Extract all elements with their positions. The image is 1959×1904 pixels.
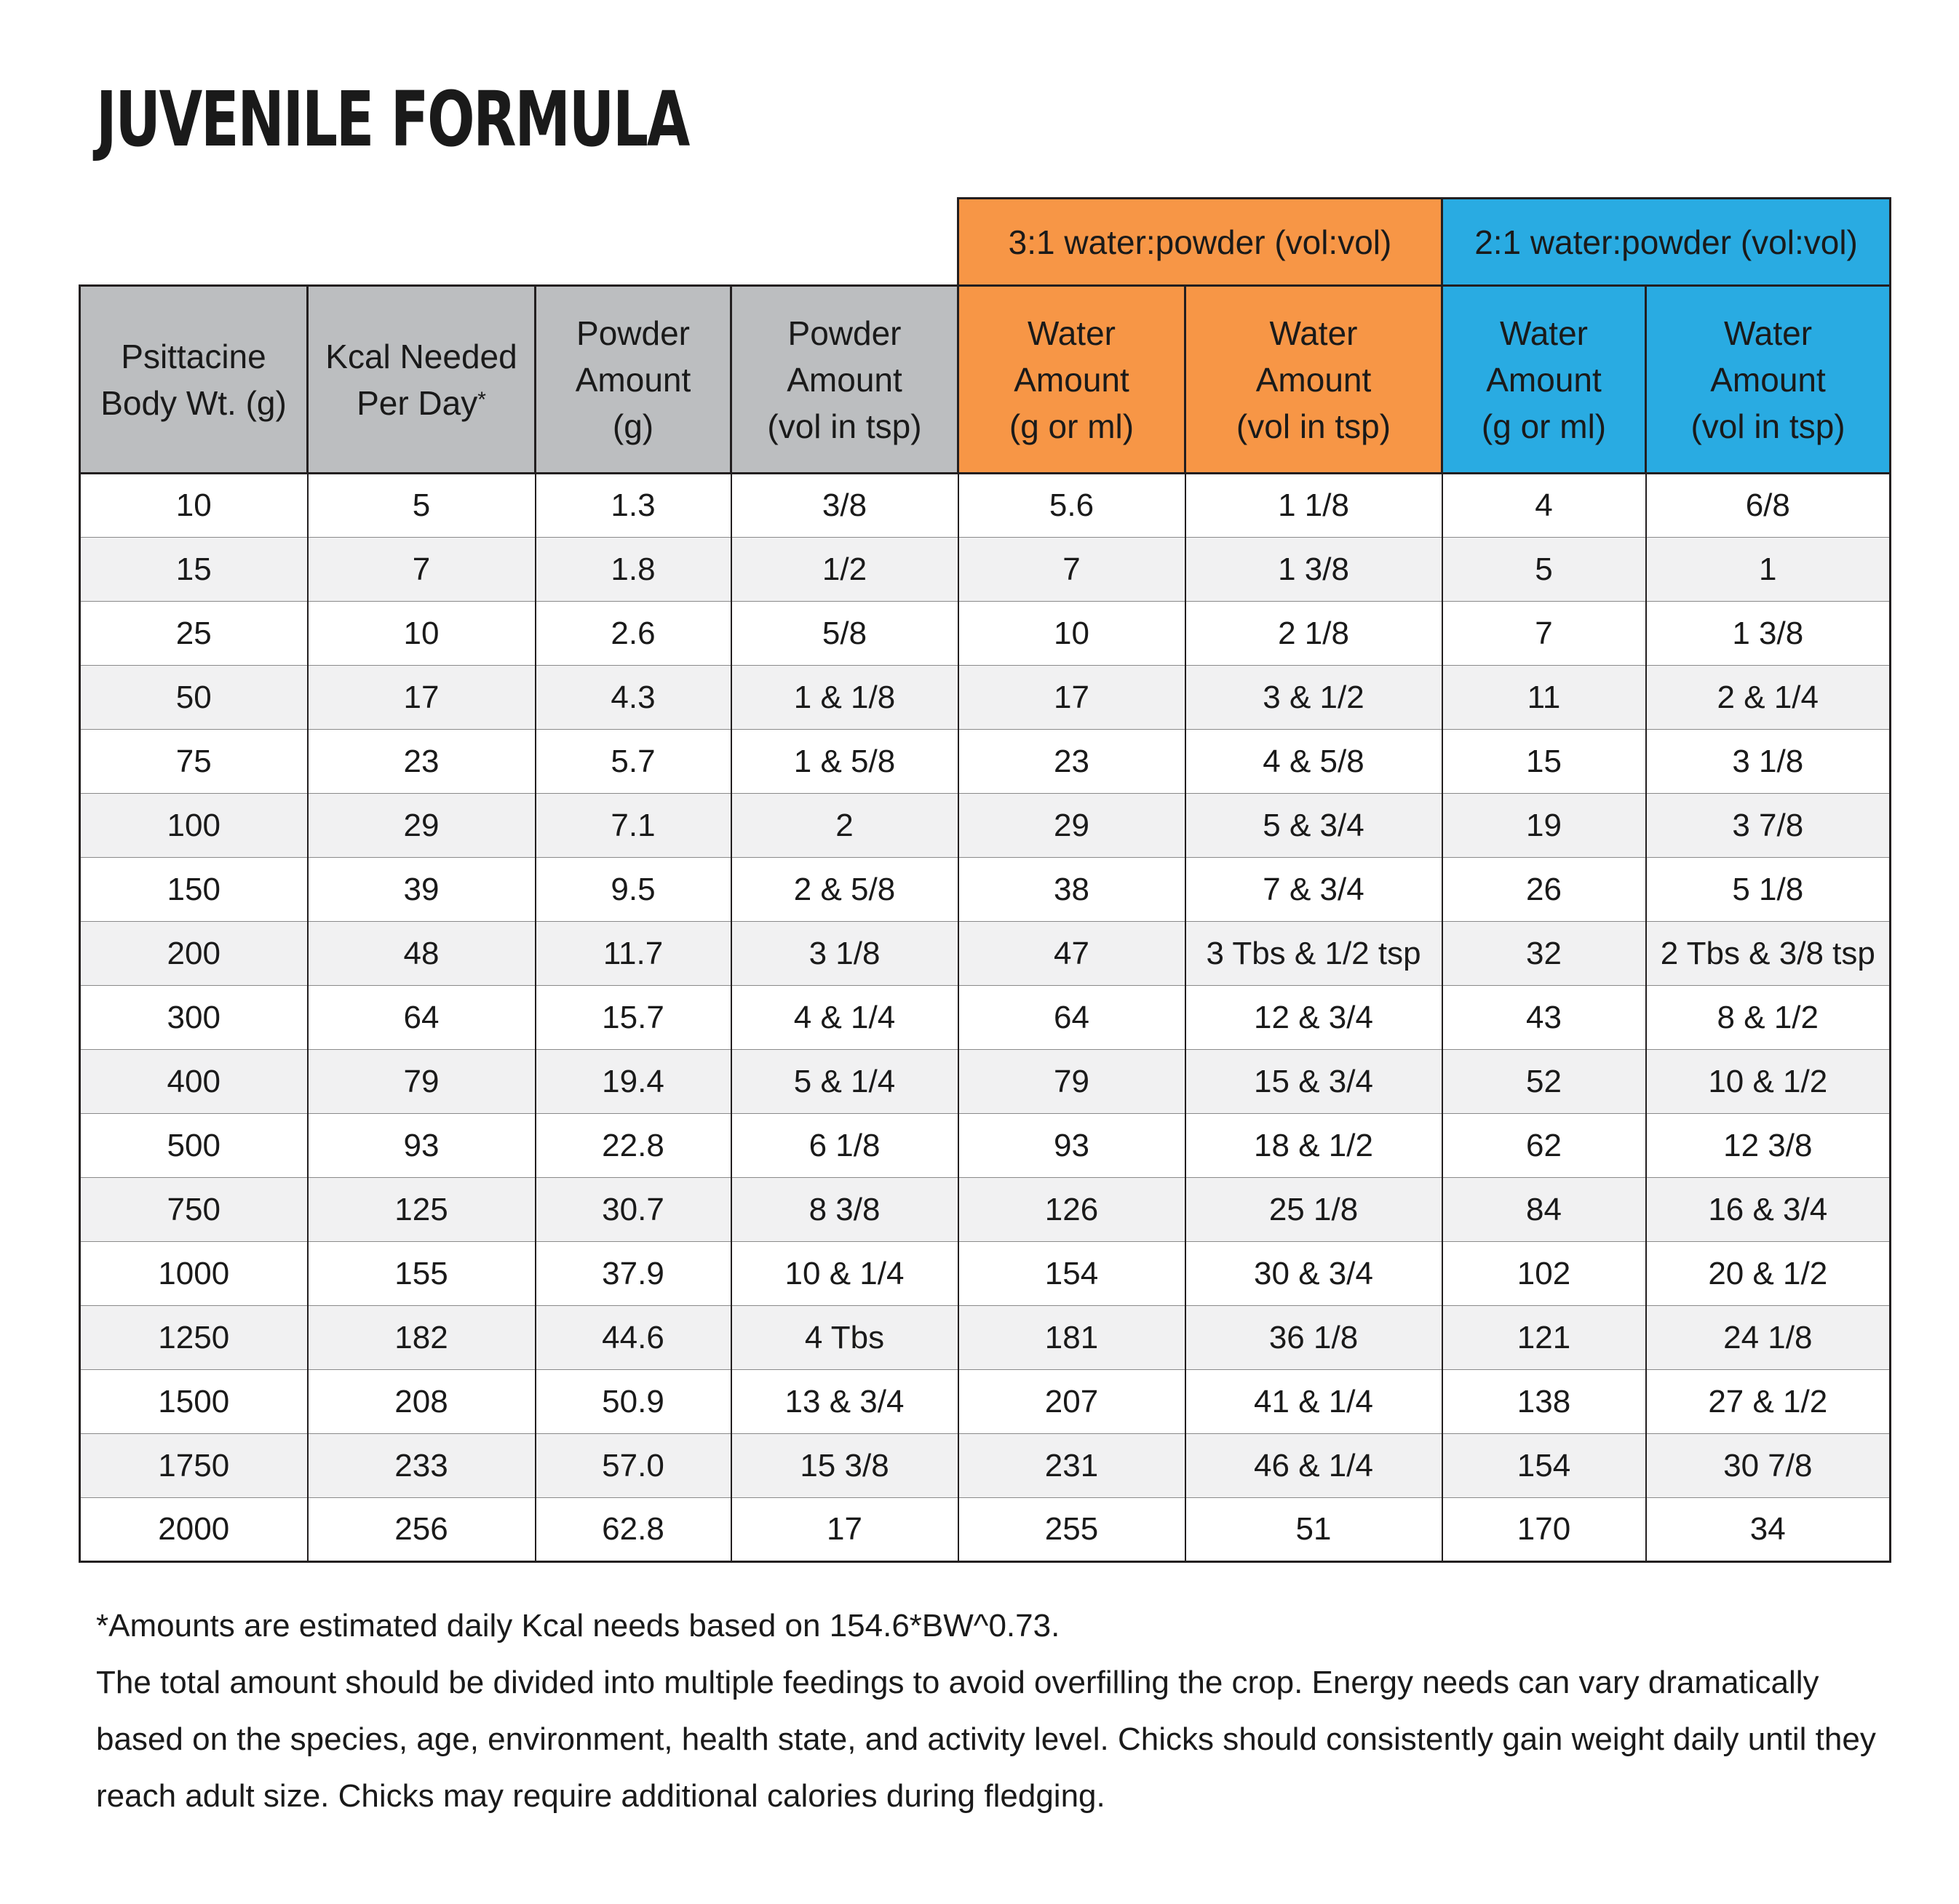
table-row (80, 858, 1891, 922)
cell-body-weight: 100 (80, 794, 308, 858)
cell-kcal: 10 (308, 602, 536, 666)
cell-kcal: 182 (308, 1306, 536, 1370)
cell-kcal: 79 (308, 1050, 536, 1114)
cell-water-2to1-tsp: 2 Tbs & 3/8 tsp (1646, 922, 1891, 986)
cell-body-weight: 1500 (80, 1370, 308, 1434)
cell-powder-grams: 37.9 (536, 1242, 731, 1306)
cell-kcal: 48 (308, 922, 536, 986)
cell-powder-tsp: 5/8 (731, 602, 958, 666)
cell-water-2to1-tsp: 30 7/8 (1646, 1434, 1891, 1498)
cell-water-3to1-tsp: 3 Tbs & 1/2 tsp (1185, 922, 1442, 986)
cell-powder-grams: 5.7 (536, 730, 731, 794)
cell-water-3to1-grams: 231 (958, 1434, 1185, 1498)
cell-water-3to1-tsp: 1 3/8 (1185, 538, 1442, 602)
cell-water-3to1-grams: 5.6 (958, 474, 1185, 538)
cell-powder-tsp: 5 & 1/4 (731, 1050, 958, 1114)
cell-powder-grams: 9.5 (536, 858, 731, 922)
cell-powder-grams: 50.9 (536, 1370, 731, 1434)
col-header-powder-grams: Powder Amount (g) (536, 286, 731, 474)
cell-kcal: 23 (308, 730, 536, 794)
cell-powder-grams: 62.8 (536, 1498, 731, 1562)
table-row (80, 1306, 1891, 1370)
table-row (80, 1178, 1891, 1242)
col-header-kcal: Kcal Needed Per Day* (308, 286, 536, 474)
table-row (80, 666, 1891, 730)
cell-water-3to1-tsp: 3 & 1/2 (1185, 666, 1442, 730)
cell-water-3to1-grams: 255 (958, 1498, 1185, 1562)
cell-powder-grams: 11.7 (536, 922, 731, 986)
cell-body-weight: 500 (80, 1114, 308, 1178)
cell-powder-tsp: 8 3/8 (731, 1178, 958, 1242)
cell-body-weight: 750 (80, 1178, 308, 1242)
cell-water-2to1-tsp: 12 3/8 (1646, 1114, 1891, 1178)
table-row (80, 730, 1891, 794)
cell-body-weight: 1000 (80, 1242, 308, 1306)
table-row (80, 474, 1891, 538)
table-body (80, 474, 1891, 1562)
cell-powder-tsp: 1 & 1/8 (731, 666, 958, 730)
cell-water-3to1-grams: 181 (958, 1306, 1185, 1370)
col-header-body-weight: Psittacine Body Wt. (g) (80, 286, 308, 474)
cell-water-3to1-tsp: 30 & 3/4 (1185, 1242, 1442, 1306)
col-header-water-3to1-grams: Water Amount (g or ml) (958, 286, 1185, 474)
cell-water-3to1-grams: 10 (958, 602, 1185, 666)
cell-water-2to1-tsp: 8 & 1/2 (1646, 986, 1891, 1050)
cell-water-2to1-tsp: 16 & 3/4 (1646, 1178, 1891, 1242)
cell-water-2to1-grams: 7 (1442, 602, 1646, 666)
ratio-2to1-group-header: 2:1 water:powder (vol:vol) (1442, 199, 1891, 286)
col-header-powder-tsp: Powder Amount (vol in tsp) (731, 286, 958, 474)
cell-body-weight: 15 (80, 538, 308, 602)
column-header-row (80, 286, 1891, 474)
cell-body-weight: 50 (80, 666, 308, 730)
cell-water-2to1-tsp: 1 3/8 (1646, 602, 1891, 666)
footnote-kcal-formula: *Amounts are estimated daily Kcal needs based on 154.6*BW^0.73. (96, 1608, 1060, 1644)
cell-water-2to1-grams: 4 (1442, 474, 1646, 538)
cell-water-2to1-tsp: 3 1/8 (1646, 730, 1891, 794)
cell-water-2to1-tsp: 5 1/8 (1646, 858, 1891, 922)
footnote-asterisk: * (477, 387, 486, 412)
cell-powder-grams: 4.3 (536, 666, 731, 730)
cell-water-3to1-grams: 93 (958, 1114, 1185, 1178)
cell-kcal: 233 (308, 1434, 536, 1498)
cell-water-2to1-tsp: 20 & 1/2 (1646, 1242, 1891, 1306)
col-header-water-2to1-grams: Water Amount (g or ml) (1442, 286, 1646, 474)
cell-powder-tsp: 3/8 (731, 474, 958, 538)
cell-water-3to1-tsp: 15 & 3/4 (1185, 1050, 1442, 1114)
cell-powder-grams: 44.6 (536, 1306, 731, 1370)
cell-body-weight: 10 (80, 474, 308, 538)
cell-powder-tsp: 17 (731, 1498, 958, 1562)
cell-water-3to1-tsp: 46 & 1/4 (1185, 1434, 1442, 1498)
cell-water-3to1-grams: 7 (958, 538, 1185, 602)
cell-water-2to1-grams: 5 (1442, 538, 1646, 602)
cell-water-2to1-tsp: 2 & 1/4 (1646, 666, 1891, 730)
cell-powder-tsp: 10 & 1/4 (731, 1242, 958, 1306)
cell-water-3to1-grams: 154 (958, 1242, 1185, 1306)
table-row (80, 794, 1891, 858)
cell-water-3to1-grams: 126 (958, 1178, 1185, 1242)
cell-kcal: 256 (308, 1498, 536, 1562)
cell-water-3to1-grams: 207 (958, 1370, 1185, 1434)
cell-water-2to1-grams: 121 (1442, 1306, 1646, 1370)
cell-water-2to1-tsp: 1 (1646, 538, 1891, 602)
cell-powder-tsp: 13 & 3/4 (731, 1370, 958, 1434)
table-row (80, 1434, 1891, 1498)
cell-powder-grams: 15.7 (536, 986, 731, 1050)
cell-water-2to1-tsp: 3 7/8 (1646, 794, 1891, 858)
cell-water-2to1-grams: 154 (1442, 1434, 1646, 1498)
cell-water-2to1-grams: 170 (1442, 1498, 1646, 1562)
table-row (80, 1242, 1891, 1306)
cell-powder-tsp: 4 & 1/4 (731, 986, 958, 1050)
cell-kcal: 7 (308, 538, 536, 602)
cell-powder-grams: 19.4 (536, 1050, 731, 1114)
cell-water-2to1-grams: 26 (1442, 858, 1646, 922)
cell-body-weight: 1750 (80, 1434, 308, 1498)
cell-kcal: 64 (308, 986, 536, 1050)
table-row (80, 986, 1891, 1050)
cell-powder-tsp: 4 Tbs (731, 1306, 958, 1370)
cell-water-3to1-grams: 17 (958, 666, 1185, 730)
cell-water-3to1-tsp: 25 1/8 (1185, 1178, 1442, 1242)
cell-powder-tsp: 2 (731, 794, 958, 858)
cell-powder-grams: 30.7 (536, 1178, 731, 1242)
table-row (80, 1498, 1891, 1562)
cell-water-3to1-tsp: 5 & 3/4 (1185, 794, 1442, 858)
cell-water-3to1-tsp: 12 & 3/4 (1185, 986, 1442, 1050)
table-row (80, 1370, 1891, 1434)
col-header-water-3to1-tsp: Water Amount (vol in tsp) (1185, 286, 1442, 474)
cell-water-2to1-tsp: 24 1/8 (1646, 1306, 1891, 1370)
col-header-water-2to1-tsp: Water Amount (vol in tsp) (1646, 286, 1891, 474)
table-row (80, 1050, 1891, 1114)
cell-powder-tsp: 1/2 (731, 538, 958, 602)
cell-kcal: 208 (308, 1370, 536, 1434)
ratio-group-row (80, 199, 1891, 286)
cell-water-3to1-tsp: 51 (1185, 1498, 1442, 1562)
cell-water-3to1-grams: 79 (958, 1050, 1185, 1114)
cell-water-3to1-tsp: 4 & 5/8 (1185, 730, 1442, 794)
cell-body-weight: 150 (80, 858, 308, 922)
cell-kcal: 5 (308, 474, 536, 538)
cell-water-3to1-grams: 29 (958, 794, 1185, 858)
cell-water-3to1-tsp: 36 1/8 (1185, 1306, 1442, 1370)
cell-powder-grams: 57.0 (536, 1434, 731, 1498)
cell-water-3to1-grams: 38 (958, 858, 1185, 922)
cell-powder-grams: 7.1 (536, 794, 731, 858)
cell-kcal: 125 (308, 1178, 536, 1242)
cell-kcal: 29 (308, 794, 536, 858)
cell-water-3to1-tsp: 1 1/8 (1185, 474, 1442, 538)
page-title: JUVENILE FORMULA (96, 75, 689, 164)
cell-powder-grams: 1.8 (536, 538, 731, 602)
table-row (80, 1114, 1891, 1178)
cell-water-2to1-grams: 11 (1442, 666, 1646, 730)
cell-water-3to1-tsp: 18 & 1/2 (1185, 1114, 1442, 1178)
cell-kcal: 155 (308, 1242, 536, 1306)
cell-water-2to1-tsp: 34 (1646, 1498, 1891, 1562)
cell-body-weight: 1250 (80, 1306, 308, 1370)
cell-powder-tsp: 3 1/8 (731, 922, 958, 986)
cell-water-2to1-grams: 43 (1442, 986, 1646, 1050)
footnotes (96, 1598, 1879, 1825)
cell-kcal: 39 (308, 858, 536, 922)
cell-powder-tsp: 1 & 5/8 (731, 730, 958, 794)
table-row (80, 602, 1891, 666)
cell-water-3to1-grams: 47 (958, 922, 1185, 986)
footnote-feeding-guidance: The total amount should be divided into multiple feedings to avoid overfilling the crop. Energy needs can vary dramatically based on the species, age, environment, health state, and activity level. Chicks should consistently gain weight daily until they reach adult size. Chicks may require additional calories during fledging. (96, 1665, 1876, 1814)
cell-water-2to1-grams: 84 (1442, 1178, 1646, 1242)
cell-water-2to1-grams: 32 (1442, 922, 1646, 986)
table-row (80, 922, 1891, 986)
cell-powder-tsp: 6 1/8 (731, 1114, 958, 1178)
cell-water-2to1-grams: 62 (1442, 1114, 1646, 1178)
cell-water-2to1-tsp: 10 & 1/2 (1646, 1050, 1891, 1114)
cell-water-3to1-grams: 23 (958, 730, 1185, 794)
cell-water-2to1-grams: 52 (1442, 1050, 1646, 1114)
cell-water-2to1-tsp: 6/8 (1646, 474, 1891, 538)
juvenile-formula-table (79, 197, 1891, 1563)
table-row (80, 538, 1891, 602)
ratio-3to1-group-header: 3:1 water:powder (vol:vol) (958, 199, 1442, 286)
cell-water-3to1-tsp: 41 & 1/4 (1185, 1370, 1442, 1434)
cell-body-weight: 2000 (80, 1498, 308, 1562)
cell-powder-tsp: 2 & 5/8 (731, 858, 958, 922)
cell-water-3to1-tsp: 2 1/8 (1185, 602, 1442, 666)
cell-water-2to1-grams: 15 (1442, 730, 1646, 794)
group-spacer (80, 199, 958, 286)
cell-water-2to1-grams: 138 (1442, 1370, 1646, 1434)
cell-body-weight: 400 (80, 1050, 308, 1114)
cell-powder-tsp: 15 3/8 (731, 1434, 958, 1498)
cell-water-2to1-grams: 102 (1442, 1242, 1646, 1306)
cell-powder-grams: 1.3 (536, 474, 731, 538)
cell-body-weight: 25 (80, 602, 308, 666)
cell-powder-grams: 22.8 (536, 1114, 731, 1178)
cell-kcal: 93 (308, 1114, 536, 1178)
cell-water-2to1-grams: 19 (1442, 794, 1646, 858)
cell-body-weight: 75 (80, 730, 308, 794)
cell-water-2to1-tsp: 27 & 1/2 (1646, 1370, 1891, 1434)
cell-water-3to1-tsp: 7 & 3/4 (1185, 858, 1442, 922)
cell-powder-grams: 2.6 (536, 602, 731, 666)
cell-water-3to1-grams: 64 (958, 986, 1185, 1050)
cell-body-weight: 200 (80, 922, 308, 986)
cell-body-weight: 300 (80, 986, 308, 1050)
cell-kcal: 17 (308, 666, 536, 730)
